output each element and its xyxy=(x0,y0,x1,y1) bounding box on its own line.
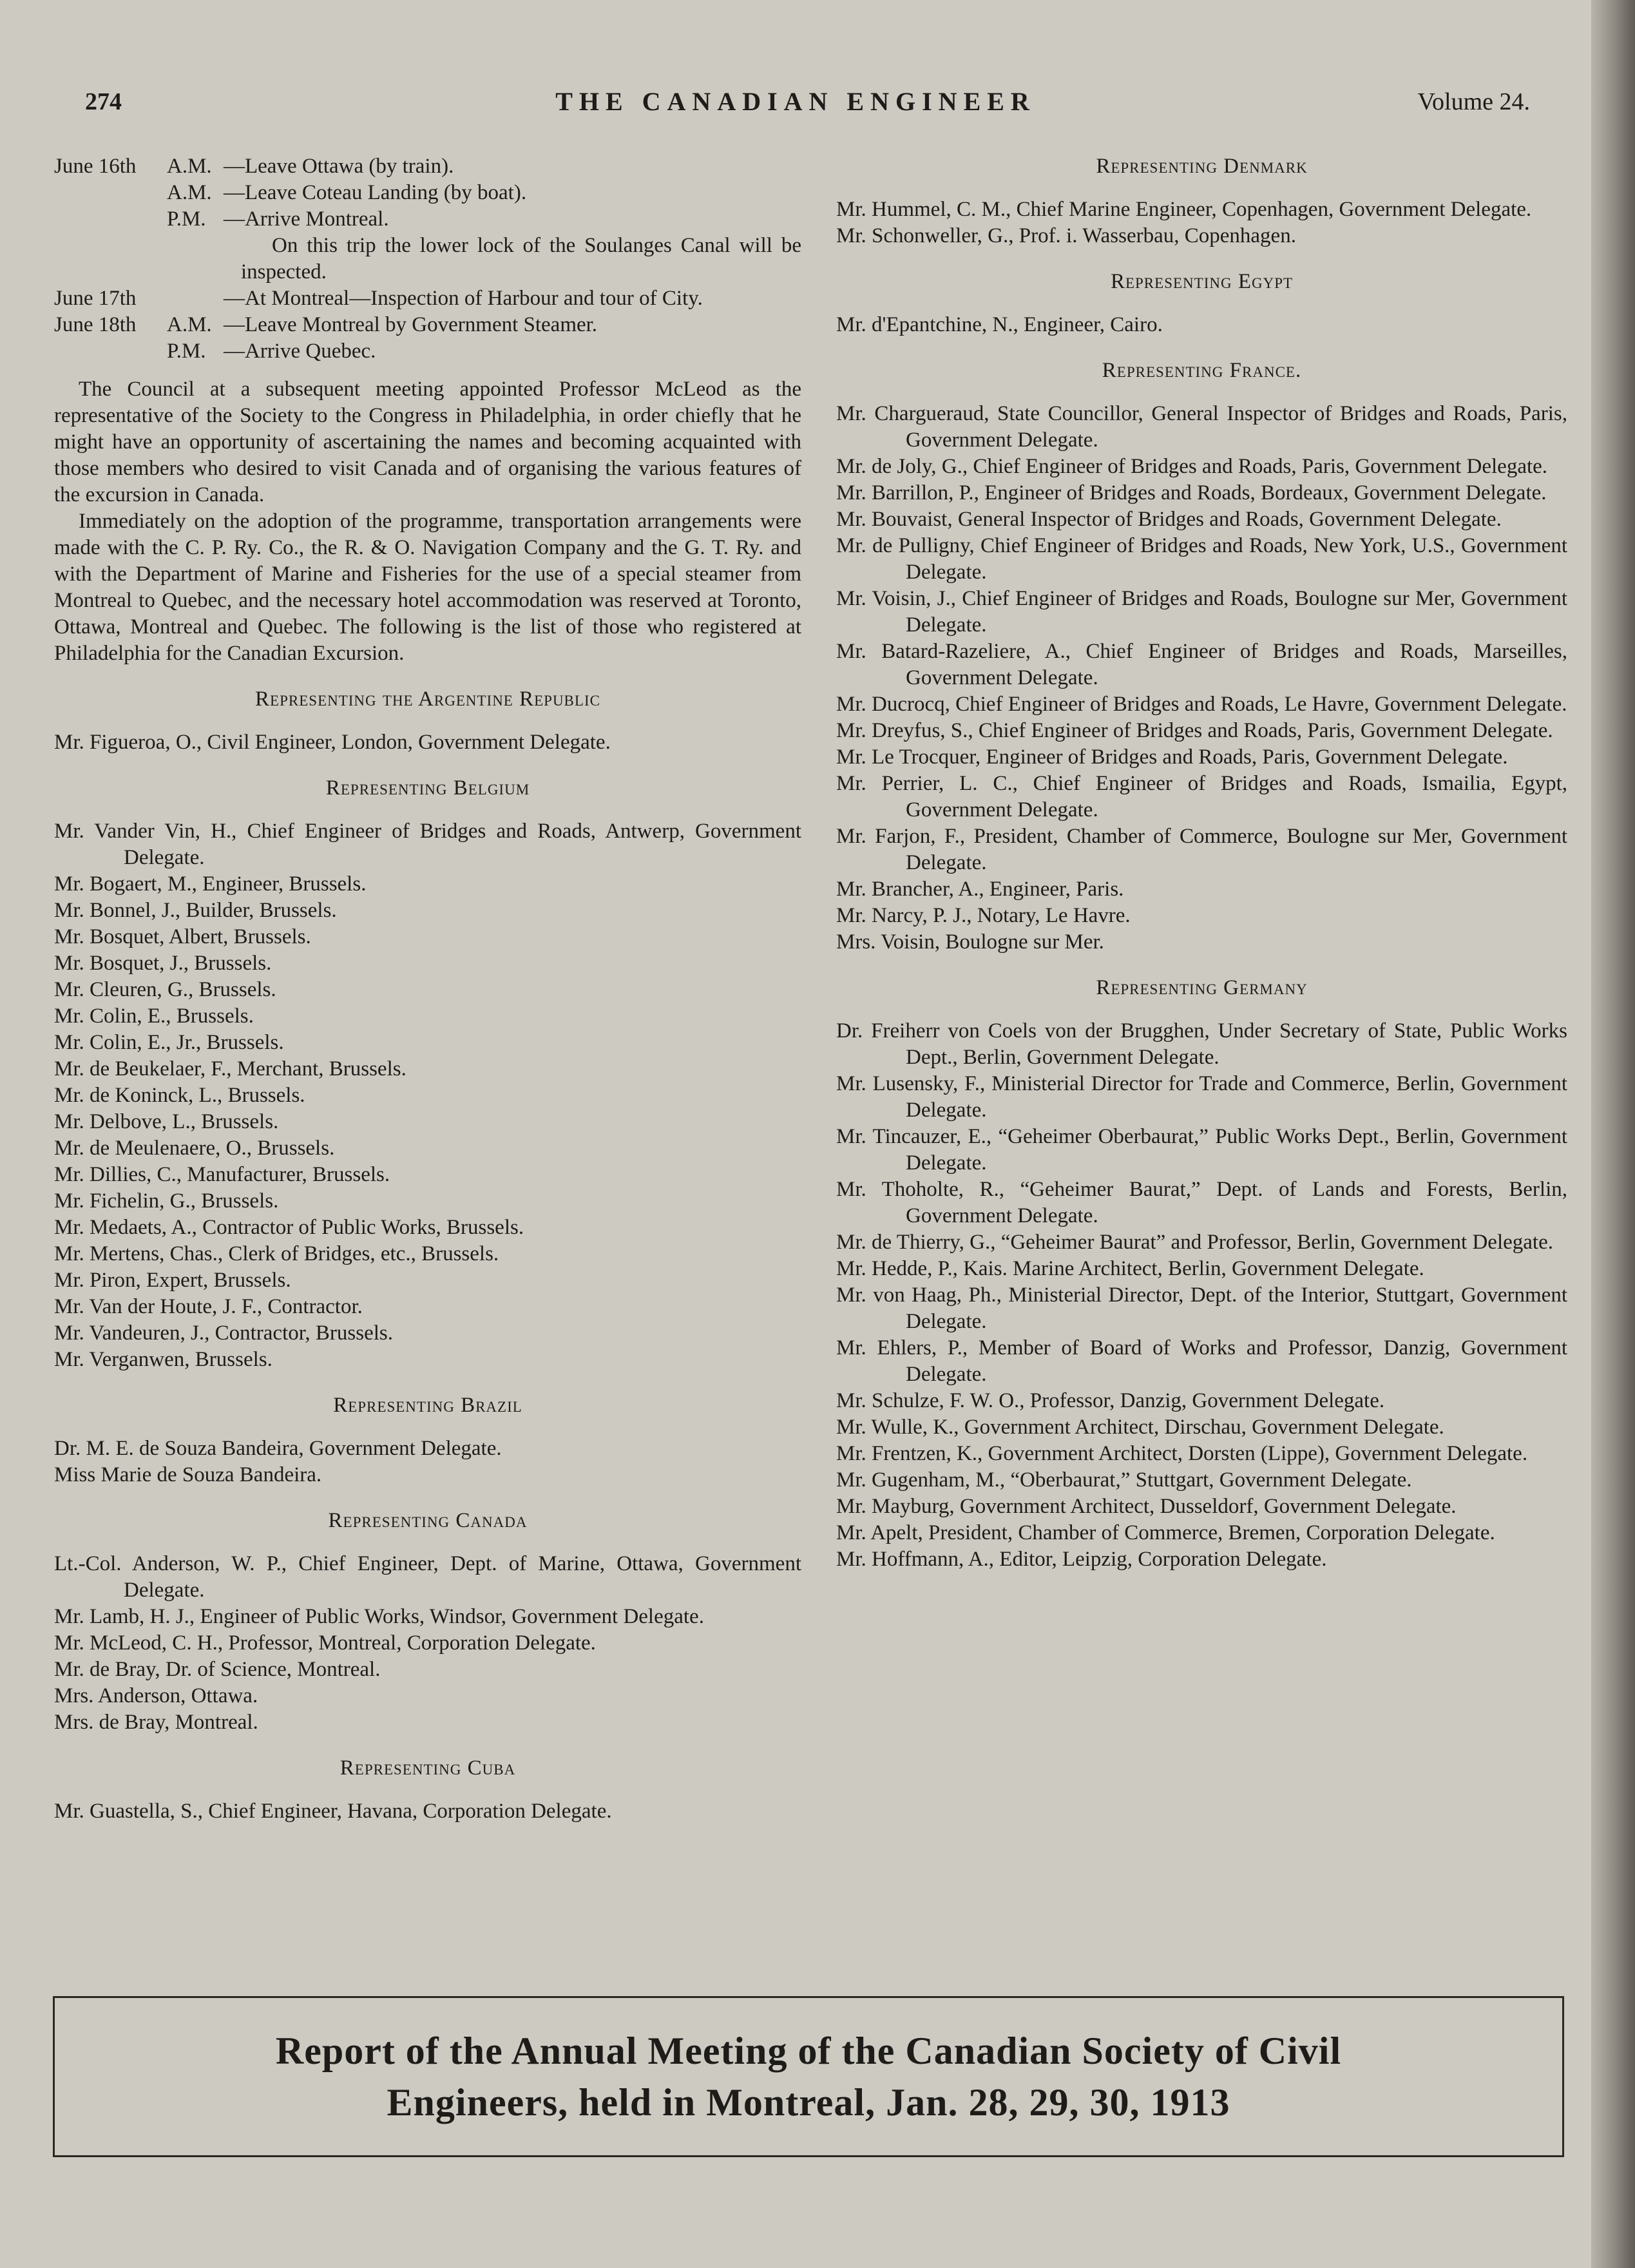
page-number: 274 xyxy=(85,88,122,115)
delegate-entry: Lt.-Col. Anderson, W. P., Chief Engineer, Dept. of Marine, Ottawa, Government Delegate. xyxy=(54,1552,801,1602)
page-header xyxy=(0,84,1591,122)
delegate-entry: Mr. Mertens, Chas., Clerk of Bridges, etc., Brussels. xyxy=(54,1242,499,1265)
schedule-date: June 16th xyxy=(54,155,137,178)
schedule-text: —Arrive Montreal. xyxy=(224,207,389,231)
schedule-text: —At Montreal—Inspection of Harbour and tour of City. xyxy=(224,287,703,310)
schedule-date xyxy=(54,206,167,233)
delegate-entry: Mr. de Bray, Dr. of Science, Montreal. xyxy=(54,1658,381,1681)
delegate-entry: Mr. Schonweller, G., Prof. i. Wasserbau, Copenhagen. xyxy=(836,224,1296,247)
section-heading: Representing the Argentine Republic xyxy=(255,687,600,711)
delegate-entry: Mr. Bosquet, J., Brussels. xyxy=(54,952,272,975)
delegate-entry: Mr. Bonnel, J., Builder, Brussels. xyxy=(54,899,337,922)
section-heading: Representing Canada xyxy=(328,1509,528,1532)
delegate-entry: Mr. Bogaert, M., Engineer, Brussels. xyxy=(54,872,367,896)
schedule-time: P.M. xyxy=(167,207,206,231)
schedule-text: —Leave Coteau Landing (by boat). xyxy=(224,181,527,204)
delegate-entry: Mr. Tincauzer, E., “Geheimer Oberbaurat,” Public Works Dept., Berlin, Government Delegate. xyxy=(836,1125,1567,1175)
schedule-date xyxy=(54,180,167,206)
body-paragraph: Immediately on the adoption of the programme, transportation arrangements were made with the C. P. Ry. Co., the R. & O. Navigation Company and the G. T. Ry. and with the Department of Marine and Fisheries for the use of a special steamer from Montreal to Quebec, and the necessary hotel accommodation was reserved at Toronto, Ottawa, Montreal and Quebec. The following is the list of those who registered at Philadelphia for the Canadian Excursion. xyxy=(54,510,801,665)
schedule-row xyxy=(54,206,801,233)
delegate-entry: Mr. Bouvaist, General Inspector of Bridges and Roads, Government Delegate. xyxy=(836,508,1502,531)
schedule xyxy=(54,153,801,365)
schedule-row xyxy=(54,180,801,206)
delegate-entry: Mr. Batard-Razeliere, A., Chief Engineer of Bridges and Roads, Marseilles, Government Delegate. xyxy=(836,640,1567,689)
schedule-row xyxy=(54,338,801,365)
book-spine xyxy=(1591,0,1635,2268)
delegate-entry: Mr. de Thierry, G., “Geheimer Baurat” and Professor, Berlin, Government Delegate. xyxy=(836,1231,1553,1254)
delegate-entry: Mr. Hummel, C. M., Chief Marine Engineer, Copenhagen, Government Delegate. xyxy=(836,198,1532,221)
delegate-entry: Mr. von Haag, Ph., Ministerial Director, Dept. of the Interior, Stuttgart, Government Delegate. xyxy=(836,1283,1567,1333)
right-column xyxy=(836,153,1567,1573)
delegate-entry: Mr. Schulze, F. W. O., Professor, Danzig, Government Delegate. xyxy=(836,1389,1385,1412)
delegate-entry: Mr. Ehlers, P., Member of Board of Works and Professor, Danzig, Government Delegate. xyxy=(836,1336,1567,1386)
left-delegate-sections xyxy=(54,686,801,1825)
delegate-entry: Mr. Lamb, H. J., Engineer of Public Works, Windsor, Government Delegate. xyxy=(54,1605,704,1628)
delegate-entry: Mr. Brancher, A., Engineer, Paris. xyxy=(836,878,1124,901)
delegate-entry: Mr. Dillies, C., Manufacturer, Brussels. xyxy=(54,1163,390,1186)
section-heading: Representing Cuba xyxy=(339,1756,516,1780)
delegate-entry: Mr. Frentzen, K., Government Architect, Dorsten (Lippe), Government Delegate. xyxy=(836,1442,1528,1465)
delegate-entry: Miss Marie de Souza Bandeira. xyxy=(54,1463,322,1486)
delegate-entry: Mr. Dreyfus, S., Chief Engineer of Bridges and Roads, Paris, Government Delegate. xyxy=(836,719,1553,742)
left-column xyxy=(54,153,801,1825)
journal-title: THE CANADIAN ENGINEER xyxy=(555,87,1036,116)
delegate-entry: Mr. Barrillon, P., Engineer of Bridges and Roads, Bordeaux, Government Delegate. xyxy=(836,481,1547,505)
section-heading: Representing Germany xyxy=(1096,976,1308,999)
report-title-line: Report of the Annual Meeting of the Canadian Society of Civil xyxy=(275,2030,1342,2072)
delegate-entry: Mr. Vander Vin, H., Chief Engineer of Bridges and Roads, Antwerp, Government Delegate. xyxy=(54,820,801,869)
delegate-entry: Mr. Vandeuren, J., Contractor, Brussels. xyxy=(54,1321,394,1345)
schedule-text: —Leave Ottawa (by train). xyxy=(224,155,454,178)
section-heading: Representing Belgium xyxy=(325,776,530,800)
report-title-box xyxy=(53,1996,1564,2157)
delegate-entry: Mrs. Voisin, Boulogne sur Mer. xyxy=(836,930,1104,954)
schedule-row xyxy=(54,285,801,312)
delegate-entry: Mr. de Beukelaer, F., Merchant, Brussels. xyxy=(54,1057,406,1081)
report-title xyxy=(276,2025,1341,2128)
delegate-entry: Mr. Fichelin, G., Brussels. xyxy=(54,1189,279,1213)
delegate-entry: Mr. Van der Houte, J. F., Contractor. xyxy=(54,1295,363,1318)
delegate-entry: Mr. Farjon, F., President, Chamber of Commerce, Boulogne sur Mer, Government Delegate. xyxy=(836,825,1567,874)
delegate-entry: Mr. Lusensky, F., Ministerial Director for Trade and Commerce, Berlin, Government Delegate. xyxy=(836,1072,1567,1122)
delegate-entry: Mr. Chargueraud, State Councillor, General Inspector of Bridges and Roads, Paris, Government Delegate. xyxy=(836,402,1567,452)
delegate-entry: Mr. Delbove, L., Brussels. xyxy=(54,1110,279,1133)
delegate-entry: Mr. Ducrocq, Chief Engineer of Bridges and Roads, Le Havre, Government Delegate. xyxy=(836,693,1567,716)
delegate-entry: Mr. Mayburg, Government Architect, Dusseldorf, Government Delegate. xyxy=(836,1495,1457,1518)
schedule-date: June 18th xyxy=(54,313,137,336)
delegate-entry: Mr. Medaets, A., Contractor of Public Works, Brussels. xyxy=(54,1216,524,1239)
delegate-entry: Mr. McLeod, C. H., Professor, Montreal, Corporation Delegate. xyxy=(54,1631,596,1655)
schedule-date xyxy=(54,338,167,365)
delegate-entry: Dr. Freiherr von Coels von der Brugghen, Under Secretary of State, Public Works Dept., Berlin, Government Delegate. xyxy=(836,1019,1567,1069)
schedule-row xyxy=(54,153,801,180)
delegate-entry: Mr. Guastella, S., Chief Engineer, Havana, Corporation Delegate. xyxy=(54,1800,612,1823)
delegate-entry: Mrs. de Bray, Montreal. xyxy=(54,1711,258,1734)
section-heading: Representing Egypt xyxy=(1110,270,1294,293)
delegate-entry: Mr. Thoholte, R., “Geheimer Baurat,” Dept. of Lands and Forests, Berlin, Government Delegate. xyxy=(836,1178,1567,1227)
delegate-entry: Mr. Cleuren, G., Brussels. xyxy=(54,978,276,1001)
delegate-entry: Mr. Piron, Expert, Brussels. xyxy=(54,1269,291,1292)
delegate-entry: Mr. de Meulenaere, O., Brussels. xyxy=(54,1137,335,1160)
schedule-text: —Leave Montreal by Government Steamer. xyxy=(224,313,598,336)
right-delegate-sections xyxy=(836,153,1567,1573)
delegate-entry: Mr. Le Trocquer, Engineer of Bridges and Roads, Paris, Government Delegate. xyxy=(836,745,1508,769)
schedule-time xyxy=(167,285,224,312)
delegate-entry: Mr. de Koninck, L., Brussels. xyxy=(54,1084,305,1107)
delegate-entry: Dr. M. E. de Souza Bandeira, Government Delegate. xyxy=(54,1437,502,1460)
delegate-entry: Mr. d'Epantchine, N., Engineer, Cairo. xyxy=(836,313,1163,336)
delegate-entry: Mr. Verganwen, Brussels. xyxy=(54,1348,272,1371)
delegate-entry: Mr. Colin, E., Jr., Brussels. xyxy=(54,1031,284,1054)
delegate-entry: Mr. Perrier, L. C., Chief Engineer of Bridges and Roads, Ismailia, Egypt, Government Delegate. xyxy=(836,772,1567,822)
schedule-text: —Arrive Quebec. xyxy=(224,340,376,363)
delegate-entry: Mr. Hedde, P., Kais. Marine Architect, Berlin, Government Delegate. xyxy=(836,1257,1424,1280)
delegate-entry: Mr. Hoffmann, A., Editor, Leipzig, Corporation Delegate. xyxy=(836,1548,1327,1571)
section-heading: Representing Denmark xyxy=(1096,155,1308,178)
delegate-entry: Mr. Narcy, P. J., Notary, Le Havre. xyxy=(836,904,1131,927)
section-heading: Representing Brazil xyxy=(333,1394,522,1417)
schedule-time: P.M. xyxy=(167,340,206,363)
schedule-row xyxy=(54,312,801,338)
schedule-note: On this trip the lower lock of the Soulanges Canal will be inspected. xyxy=(241,234,801,284)
schedule-time: A.M. xyxy=(167,181,212,204)
delegate-entry: Mr. Wulle, K., Government Architect, Dirschau, Government Delegate. xyxy=(836,1416,1444,1439)
delegate-entry: Mr. Apelt, President, Chamber of Commerce, Bremen, Corporation Delegate. xyxy=(836,1521,1495,1544)
schedule-time: A.M. xyxy=(167,155,212,178)
delegate-entry: Mr. de Joly, G., Chief Engineer of Bridges and Roads, Paris, Government Delegate. xyxy=(836,455,1548,478)
body-paragraph: The Council at a subsequent meeting appointed Professor McLeod as the representative of the Society to the Congress in Philadelphia, in order chiefly that he might have an opportunity of ascertaining the names and becoming acquainted with those members who desired to visit Canada and of organising the various features of the excursion in Canada. xyxy=(54,378,801,506)
schedule-time: A.M. xyxy=(167,313,212,336)
delegate-entry: Mr. Colin, E., Brussels. xyxy=(54,1004,254,1028)
report-title-line: Engineers, held in Montreal, Jan. 28, 29, 30, 1913 xyxy=(387,2081,1230,2124)
delegate-entry: Mr. Bosquet, Albert, Brussels. xyxy=(54,925,311,948)
volume-label: Volume 24. xyxy=(1417,88,1530,115)
delegate-entry: Mr. Figueroa, O., Civil Engineer, London, Government Delegate. xyxy=(54,731,611,754)
schedule-date: June 17th xyxy=(54,287,137,310)
delegate-entry: Mr. de Pulligny, Chief Engineer of Bridges and Roads, New York, U.S., Government Delegate. xyxy=(836,534,1567,584)
delegate-entry: Mrs. Anderson, Ottawa. xyxy=(54,1684,258,1707)
delegate-entry: Mr. Gugenham, M., “Oberbaurat,” Stuttgart, Government Delegate. xyxy=(836,1468,1412,1492)
delegate-entry: Mr. Voisin, J., Chief Engineer of Bridges and Roads, Boulogne sur Mer, Government Delegate. xyxy=(836,587,1567,637)
section-heading: Representing France. xyxy=(1102,359,1302,382)
